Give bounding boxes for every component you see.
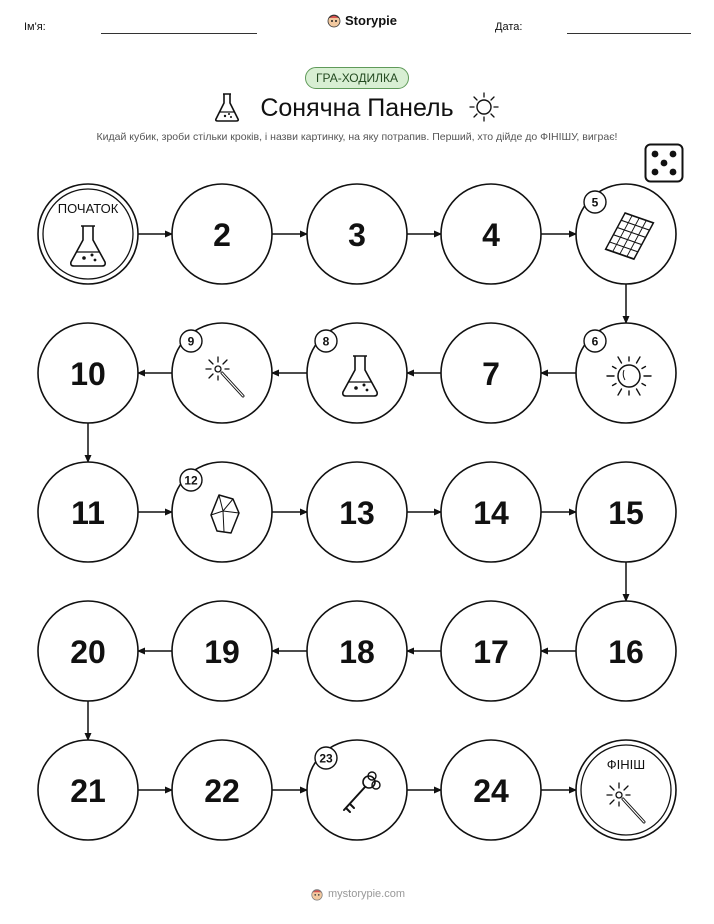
board-cell bbox=[441, 462, 541, 562]
cell-number: 3 bbox=[348, 217, 366, 253]
board-cell bbox=[441, 323, 541, 423]
svg-text:8: 8 bbox=[322, 334, 330, 349]
cell-number-badge bbox=[584, 191, 606, 213]
board-cell bbox=[307, 323, 407, 423]
cell-number: 21 bbox=[70, 773, 106, 809]
svg-text:12: 12 bbox=[184, 473, 198, 488]
board-cell bbox=[441, 184, 541, 284]
page-title: Сонячна Панель bbox=[260, 94, 454, 122]
board-cell bbox=[576, 601, 676, 701]
brand-name: Storypie bbox=[345, 12, 398, 28]
start-label: ПОЧАТОК bbox=[57, 201, 119, 216]
cell-number: 20 bbox=[70, 634, 106, 670]
board-cell bbox=[307, 462, 407, 562]
cell-number: 10 bbox=[70, 356, 106, 392]
cell-number: 14 bbox=[473, 495, 509, 531]
finish-label: ФІНІШ bbox=[606, 757, 646, 772]
game-type-badge: ГРА-ХОДИЛКА bbox=[305, 67, 409, 89]
svg-text:5: 5 bbox=[591, 195, 599, 210]
start-cell bbox=[38, 184, 138, 284]
board-cell bbox=[576, 323, 676, 423]
board-cell bbox=[441, 740, 541, 840]
board-cell bbox=[172, 462, 272, 562]
cell-number: 16 bbox=[608, 634, 644, 670]
cell-number: 15 bbox=[608, 495, 644, 531]
board-cell bbox=[172, 740, 272, 840]
cell-number: 17 bbox=[473, 634, 509, 670]
board-cell bbox=[576, 184, 676, 284]
board-cell bbox=[38, 740, 138, 840]
board-cell bbox=[38, 323, 138, 423]
storypie-mascot-icon bbox=[310, 887, 324, 901]
cell-number: 22 bbox=[204, 773, 240, 809]
board-cell bbox=[307, 601, 407, 701]
cell-number-badge bbox=[315, 330, 337, 352]
cell-number-badge bbox=[315, 747, 337, 769]
board-cell bbox=[307, 740, 407, 840]
cell-number: 7 bbox=[482, 356, 500, 392]
cell-number: 18 bbox=[339, 634, 375, 670]
svg-text:6: 6 bbox=[591, 334, 599, 349]
board-cell bbox=[172, 184, 272, 284]
date-label: Дата: bbox=[495, 21, 523, 33]
board-cell bbox=[38, 462, 138, 562]
instructions-text: Кидай кубик, зроби стільки кроків, і назви картинку, на яку потрапив. Перший, хто дійде до ФІНІШУ, виграє! bbox=[96, 131, 618, 143]
cell-number: 4 bbox=[482, 217, 500, 253]
board-cell bbox=[307, 184, 407, 284]
footer-url: mystorypie.com bbox=[328, 888, 406, 900]
board-cell bbox=[576, 462, 676, 562]
cell-number-badge bbox=[584, 330, 606, 352]
board-cell bbox=[172, 323, 272, 423]
svg-text:23: 23 bbox=[319, 751, 333, 766]
board-cell bbox=[172, 601, 272, 701]
board-cell bbox=[38, 601, 138, 701]
name-label: Ім'я: bbox=[24, 21, 46, 33]
cell-number-badge bbox=[180, 469, 202, 491]
cell-number: 24 bbox=[473, 773, 509, 809]
cell-number: 2 bbox=[213, 217, 231, 253]
cell-number: 19 bbox=[204, 634, 240, 670]
cell-number-badge bbox=[180, 330, 202, 352]
svg-text:9: 9 bbox=[187, 334, 195, 349]
finish-cell bbox=[576, 740, 676, 840]
board-cell bbox=[441, 601, 541, 701]
cell-number: 11 bbox=[71, 495, 105, 531]
footer bbox=[310, 887, 405, 901]
cell-number: 13 bbox=[339, 495, 375, 531]
